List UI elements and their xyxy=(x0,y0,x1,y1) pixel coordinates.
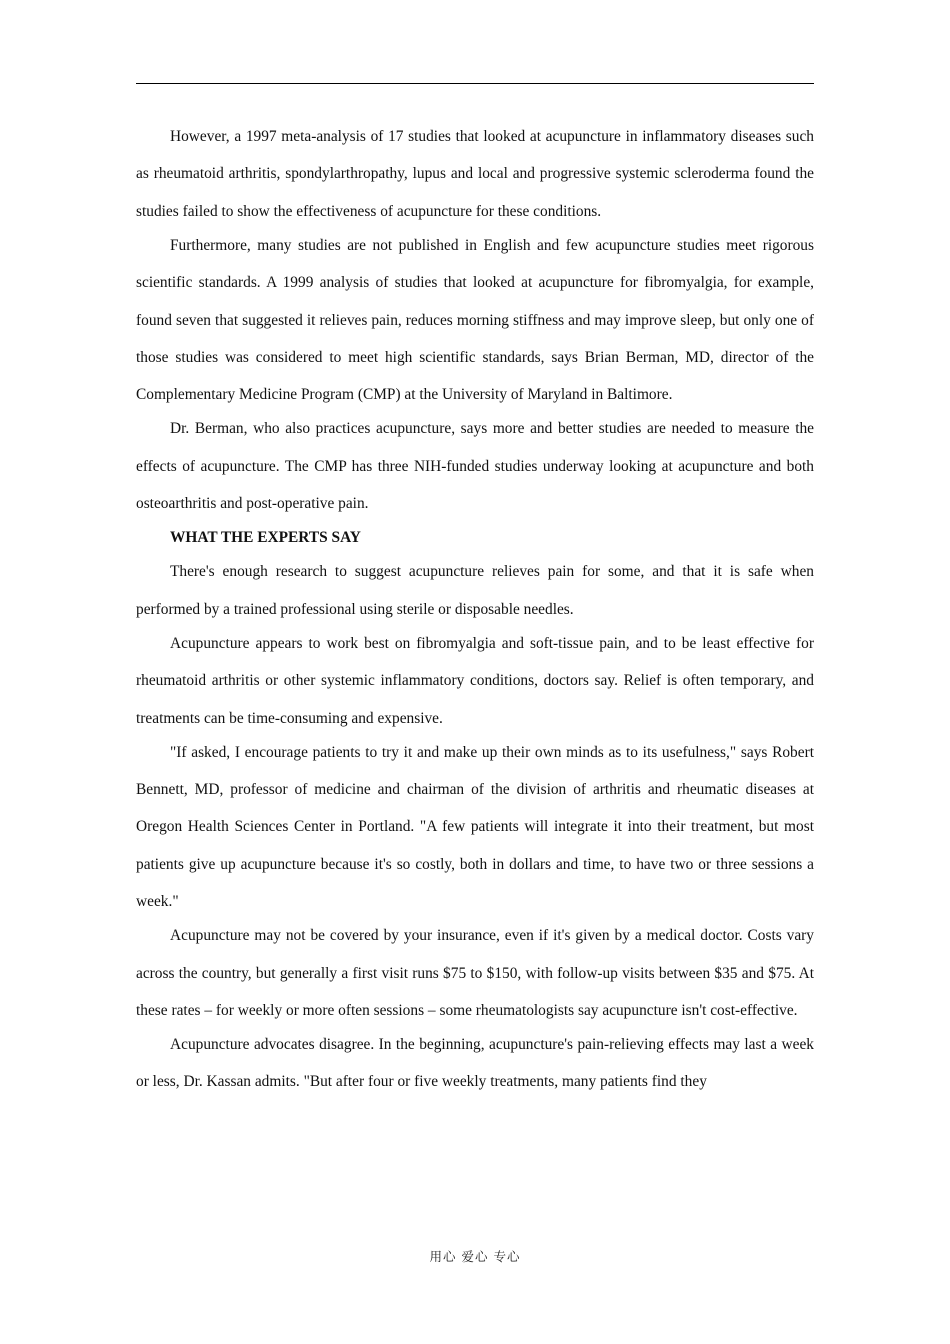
page-footer: 用心 爱心 专心 xyxy=(429,1249,521,1264)
paragraph-research-standards: Furthermore, many studies are not published in English and few acupuncture studies meet rigorous scientific standards. A 1999 analysis of studies that looked at acupuncture for fibromyalgia, for example, found seven that suggested it relieves pain, reduces morning stiffness and may improve sleep, but only one of those studies was considered to meet high scientific standards, says Brian Berman, MD, director of the Complementary Medicine Program (CMP) at the University of Maryland in Baltimore. xyxy=(136,236,814,404)
paragraph-enough-research: There's enough research to suggest acupuncture relieves pain for some, and that it is safe when performed by a trained professional using sterile or disposable needles. xyxy=(136,563,814,618)
header-rule xyxy=(136,83,814,84)
paragraph-meta-analysis: However, a 1997 meta-analysis of 17 studies that looked at acupuncture in inflammatory diseases such as rheumatoid arthritis, spondylarthropathy, lupus and local and progressive systemic scleroderma found the studies failed to show the effectiveness of acupuncture for these conditions. xyxy=(136,128,814,220)
paragraph-bennett-quote: "If asked, I encourage patients to try it and make up their own minds as to its usefulness," says Robert Bennett, MD, professor of medicine and chairman of the division of arthritis and rheumatic diseases at Oregon Health Sciences Center in Portland. "A few patients will integrate it into their treatment, but most patients give up acupuncture because it's so costly, both in dollars and time, to have two or three sessions a week." xyxy=(136,743,814,911)
paragraph-dr-berman: Dr. Berman, who also practices acupuncture, says more and better studies are needed to measure the effects of acupuncture. The CMP has three NIH-funded studies underway looking at acupuncture and both osteoarthritis and post-operative pain. xyxy=(136,420,814,513)
paragraph-works-best: Acupuncture appears to work best on fibromyalgia and soft-tissue pain, and to be least effective for rheumatoid arthritis or other systemic inflammatory conditions, doctors say. Relief is often temporary, and treatments can be time-consuming and expensive. xyxy=(136,634,814,727)
document-body xyxy=(136,118,814,1097)
paragraph-insurance-costs: Acupuncture may not be covered by your insurance, even if it's given by a medical doctor. Costs vary across the country, but generally a first visit runs $75 to $150, with follow-up visits between $35 and $75. At these rates – for weekly or more often sessions – some rheumatologists say acupuncture isn't cost-effective. xyxy=(136,927,814,1020)
paragraph-advocates-disagree: Acupuncture advocates disagree. In the beginning, acupuncture's pain-relieving effects may last a week or less, Dr. Kassan admits. "But after four or five weekly treatments, many patients find they xyxy=(136,1036,814,1091)
section-heading-experts: WHAT THE EXPERTS SAY xyxy=(170,529,361,547)
